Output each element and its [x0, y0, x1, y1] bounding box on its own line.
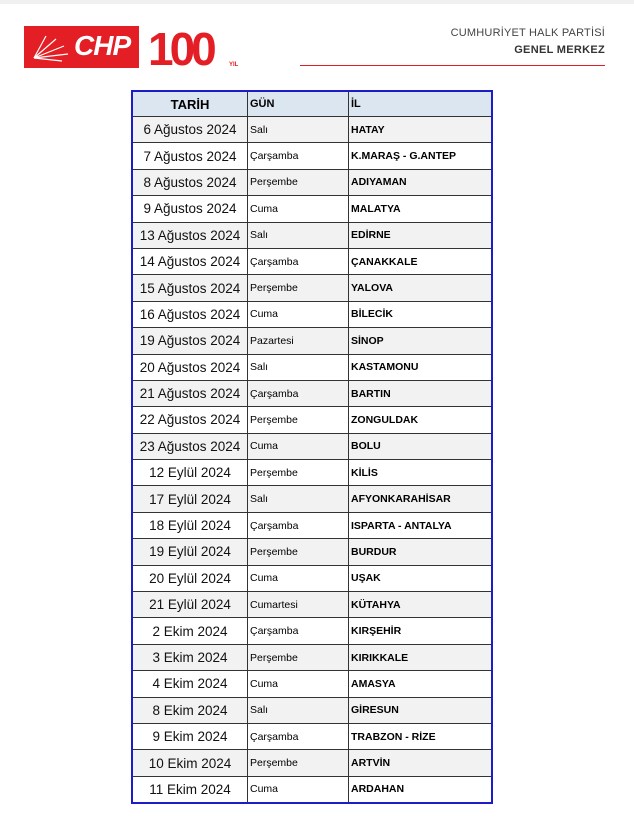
column-header-day: GÜN — [248, 91, 349, 117]
cell-province: GİRESUN — [349, 697, 493, 723]
cell-date: 9 Ağustos 2024 — [132, 196, 248, 222]
cell-date: 17 Eylül 2024 — [132, 486, 248, 512]
org-name: CUMHURİYET HALK PARTİSİ — [450, 27, 605, 39]
cell-day: Cuma — [248, 776, 349, 803]
cell-province: K.MARAŞ - G.ANTEP — [349, 143, 493, 169]
table-row — [132, 380, 492, 406]
table-row — [132, 539, 492, 565]
cell-day: Salı — [248, 697, 349, 723]
cell-province: KÜTAHYA — [349, 592, 493, 618]
cell-date: 16 Ağustos 2024 — [132, 301, 248, 327]
anniversary-logo: 100 — [148, 23, 213, 75]
schedule-table — [131, 90, 493, 804]
cell-day: Çarşamba — [248, 248, 349, 274]
table-row — [132, 196, 492, 222]
header-divider — [300, 65, 605, 66]
table-row — [132, 592, 492, 618]
cell-province: ÇANAKKALE — [349, 248, 493, 274]
cell-day: Perşembe — [248, 644, 349, 670]
cell-day: Perşembe — [248, 460, 349, 486]
table-row — [132, 275, 492, 301]
cell-province: UŞAK — [349, 565, 493, 591]
cell-province: KİLİS — [349, 460, 493, 486]
table-row — [132, 407, 492, 433]
cell-province: HATAY — [349, 117, 493, 143]
table-row — [132, 776, 492, 803]
cell-date: 19 Eylül 2024 — [132, 539, 248, 565]
cell-day: Çarşamba — [248, 618, 349, 644]
cell-date: 8 Ekim 2024 — [132, 697, 248, 723]
cell-date: 15 Ağustos 2024 — [132, 275, 248, 301]
cell-day: Perşembe — [248, 539, 349, 565]
rays-icon — [32, 34, 72, 62]
cell-day: Cuma — [248, 301, 349, 327]
cell-province: ARDAHAN — [349, 776, 493, 803]
cell-province: TRABZON - RİZE — [349, 723, 493, 749]
cell-day: Çarşamba — [248, 143, 349, 169]
cell-day: Perşembe — [248, 407, 349, 433]
table-row — [132, 723, 492, 749]
cell-date: 20 Ağustos 2024 — [132, 354, 248, 380]
table-row — [132, 697, 492, 723]
page-top-edge — [0, 0, 634, 4]
cell-province: AMASYA — [349, 671, 493, 697]
cell-day: Salı — [248, 354, 349, 380]
cell-day: Salı — [248, 117, 349, 143]
cell-province: KASTAMONU — [349, 354, 493, 380]
cell-day: Pazartesi — [248, 328, 349, 354]
cell-date: 14 Ağustos 2024 — [132, 248, 248, 274]
cell-date: 12 Eylül 2024 — [132, 460, 248, 486]
table-row — [132, 486, 492, 512]
cell-province: ADIYAMAN — [349, 169, 493, 195]
cell-day: Çarşamba — [248, 512, 349, 538]
table-row — [132, 143, 492, 169]
table-row — [132, 565, 492, 591]
cell-date: 19 Ağustos 2024 — [132, 328, 248, 354]
cell-province: ISPARTA - ANTALYA — [349, 512, 493, 538]
column-header-date: TARİH — [132, 91, 248, 117]
cell-day: Cuma — [248, 433, 349, 459]
table-row — [132, 644, 492, 670]
table-row — [132, 248, 492, 274]
table-row — [132, 618, 492, 644]
cell-day: Perşembe — [248, 169, 349, 195]
cell-province: KIRŞEHİR — [349, 618, 493, 644]
org-unit: GENEL MERKEZ — [514, 44, 605, 56]
table-row — [132, 169, 492, 195]
cell-date: 6 Ağustos 2024 — [132, 117, 248, 143]
cell-day: Perşembe — [248, 275, 349, 301]
cell-province: BURDUR — [349, 539, 493, 565]
cell-date: 23 Ağustos 2024 — [132, 433, 248, 459]
cell-day: Cuma — [248, 565, 349, 591]
cell-province: SİNOP — [349, 328, 493, 354]
cell-date: 3 Ekim 2024 — [132, 644, 248, 670]
cell-day: Cumartesi — [248, 592, 349, 618]
chp-logo — [24, 26, 139, 68]
table-row — [132, 222, 492, 248]
table-row — [132, 750, 492, 776]
cell-province: ARTVİN — [349, 750, 493, 776]
anniversary-suffix: YIL — [229, 62, 239, 68]
cell-date: 2 Ekim 2024 — [132, 618, 248, 644]
cell-province: BOLU — [349, 433, 493, 459]
table-row — [132, 671, 492, 697]
cell-date: 11 Ekim 2024 — [132, 776, 248, 803]
cell-date: 21 Eylül 2024 — [132, 592, 248, 618]
cell-date: 22 Ağustos 2024 — [132, 407, 248, 433]
table-row — [132, 460, 492, 486]
cell-day: Salı — [248, 222, 349, 248]
cell-province: KIRIKKALE — [349, 644, 493, 670]
table-row — [132, 512, 492, 538]
cell-date: 10 Ekim 2024 — [132, 750, 248, 776]
table-row — [132, 328, 492, 354]
cell-date: 13 Ağustos 2024 — [132, 222, 248, 248]
cell-date: 9 Ekim 2024 — [132, 723, 248, 749]
cell-province: EDİRNE — [349, 222, 493, 248]
table-row — [132, 354, 492, 380]
table-header-row — [132, 91, 492, 117]
logo-text: CHP — [74, 30, 131, 61]
table-row — [132, 117, 492, 143]
cell-day: Çarşamba — [248, 723, 349, 749]
cell-day: Salı — [248, 486, 349, 512]
cell-province: YALOVA — [349, 275, 493, 301]
cell-date: 7 Ağustos 2024 — [132, 143, 248, 169]
table-row — [132, 433, 492, 459]
cell-day: Perşembe — [248, 750, 349, 776]
cell-province: ZONGULDAK — [349, 407, 493, 433]
table-row — [132, 301, 492, 327]
cell-date: 18 Eylül 2024 — [132, 512, 248, 538]
cell-day: Cuma — [248, 671, 349, 697]
cell-date: 4 Ekim 2024 — [132, 671, 248, 697]
cell-province: AFYONKARAHİSAR — [349, 486, 493, 512]
cell-province: BARTIN — [349, 380, 493, 406]
cell-date: 21 Ağustos 2024 — [132, 380, 248, 406]
cell-province: BİLECİK — [349, 301, 493, 327]
cell-date: 20 Eylül 2024 — [132, 565, 248, 591]
cell-day: Çarşamba — [248, 380, 349, 406]
cell-province: MALATYA — [349, 196, 493, 222]
cell-day: Cuma — [248, 196, 349, 222]
cell-date: 8 Ağustos 2024 — [132, 169, 248, 195]
column-header-province: İL — [349, 91, 493, 117]
